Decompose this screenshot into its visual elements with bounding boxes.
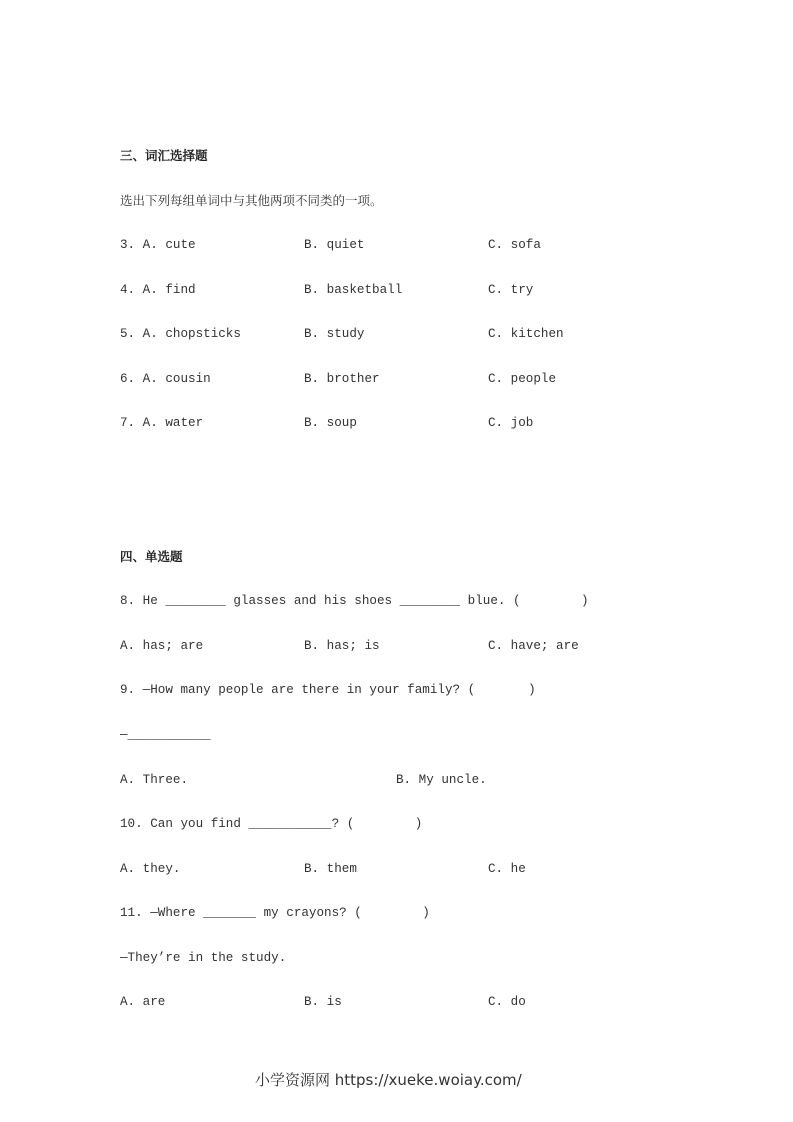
q5-option-a: 5. A. chopsticks [120,327,241,341]
q7-option-a: 7. A. water [120,416,204,430]
q9-stem: 9. —How many people are there in your family? ( ) [120,683,536,697]
q7-option-b: B. soup [304,416,357,430]
q10-option-a: A. they. [120,862,181,876]
q11-option-a: A. are [120,995,166,1009]
q3-option-b: B. quiet [304,238,365,252]
q10-stem: 10. Can you find ___________? ( ) [120,817,423,831]
section-4-title: 四、单选题 [120,549,183,564]
q3-option-c: C. sofa [488,238,541,252]
q9-option-a: A. Three. [120,773,189,787]
q6-option-b: B. brother [304,372,380,386]
q6-option-a: 6. A. cousin [120,372,211,386]
q7-option-c: C. job [488,416,534,430]
q4-option-c: C. try [488,283,534,297]
section-3-instruction: 选出下列每组单词中与其他两项不同类的一项。 [120,193,383,208]
footer-watermark: 小学资源网 https://xueke.woiay.com/ [255,1071,522,1089]
q11-stem: 11. —Where _______ my crayons? ( ) [120,906,430,920]
q11-option-c: C. do [488,995,526,1009]
q5-option-c: C. kitchen [488,327,564,341]
section-3-title: 三、词汇选择题 [120,148,208,163]
q10-option-b: B. them [304,862,357,876]
q10-option-c: C. he [488,862,526,876]
q8-option-a: A. has; are [120,639,204,653]
q4-option-b: B. basketball [304,283,403,297]
q11-option-b: B. is [304,995,342,1009]
q6-option-c: C. people [488,372,557,386]
q11-reply: —They’re in the study. [120,951,287,965]
q9-option-b: B. My uncle. [396,773,487,787]
q3-option-a: 3. A. cute [120,238,196,252]
q8-stem: 8. He ________ glasses and his shoes ________ blue. ( ) [120,594,589,608]
q9-answer-line: —___________ [120,728,211,742]
q8-option-b: B. has; is [304,639,380,653]
q8-option-c: C. have; are [488,639,579,653]
q4-option-a: 4. A. find [120,283,196,297]
q5-option-b: B. study [304,327,365,341]
